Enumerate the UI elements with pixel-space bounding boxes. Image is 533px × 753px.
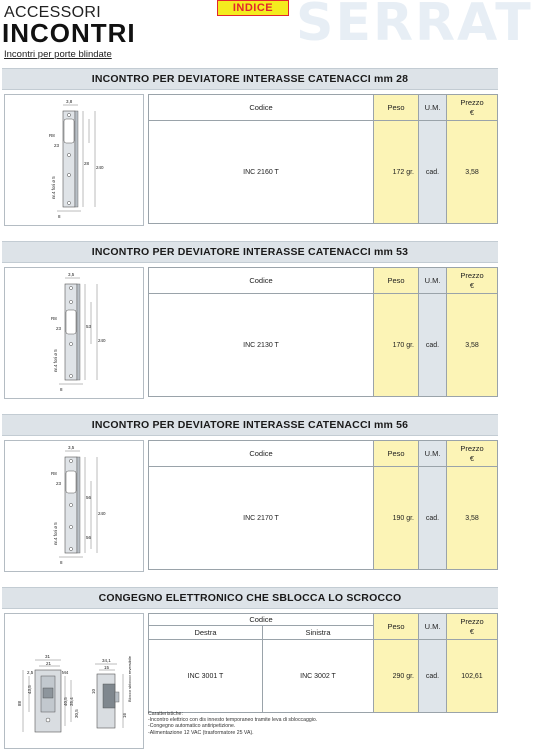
- page-title: INCONTRI: [2, 18, 136, 48]
- dim-label: 240: [96, 165, 104, 170]
- dim-label: 23: [54, 143, 60, 148]
- dim-label: 56: [86, 535, 92, 540]
- dim-label: 240: [98, 511, 106, 516]
- note-line: -Incontro elettrico con dis innesto temporaneo tramite leva di sbloccaggio.: [148, 717, 318, 724]
- dim-label: 28: [84, 161, 90, 166]
- section-title: CONGEGNO ELETTRONICO CHE SBLOCCA LO SCROCCO: [2, 587, 498, 609]
- header-peso: Peso: [373, 441, 418, 467]
- dim-label: 23: [56, 326, 62, 331]
- brand-watermark: SERRAT: [296, 0, 533, 53]
- product-code: INC 2130 T: [243, 341, 279, 349]
- header-peso: Peso: [373, 268, 418, 294]
- technical-drawing: [4, 613, 144, 749]
- dim-label: 53: [86, 324, 92, 329]
- section-title: INCONTRO PER DEVIATORE INTERASSE CATENACCI mm 28: [2, 68, 498, 90]
- category-title: ACCESSORI: [4, 4, 101, 21]
- header-um: U.M.: [418, 441, 446, 467]
- technical-drawing: [4, 267, 144, 399]
- product-price: 3,58: [446, 467, 497, 569]
- euro-label: €: [469, 107, 475, 117]
- header-peso: Peso: [373, 614, 418, 640]
- dim-label: 8: [58, 214, 61, 219]
- header-codice: Codice: [149, 268, 373, 294]
- product-unit: cad.: [418, 121, 446, 223]
- prezzo-label: Prezzo: [460, 97, 484, 107]
- euro-label: €: [469, 453, 475, 463]
- prezzo-label: Prezzo: [460, 270, 484, 280]
- dim-label: 10: [91, 688, 96, 694]
- product-weight: 190 gr.: [373, 467, 418, 569]
- dim-label: 56: [86, 495, 92, 500]
- product-unit: cad.: [418, 467, 446, 569]
- header-codice: Codice: [149, 95, 373, 121]
- dim-label: 30,5: [74, 709, 79, 718]
- product-price: 3,58: [446, 121, 497, 223]
- product-weight: 172 gr.: [373, 121, 418, 223]
- product-section: [2, 68, 498, 228]
- dim-label: 88: [17, 700, 22, 706]
- dim-label: R8: [49, 133, 55, 138]
- euro-label: €: [469, 280, 475, 290]
- dim-label: nr.4 fori ø 5: [53, 349, 58, 372]
- product-code: INC 2160 T: [243, 168, 279, 176]
- section-title: INCONTRO PER DEVIATORE INTERASSE CATENACCI mm 53: [2, 241, 498, 263]
- dim-label: 15: [104, 665, 110, 670]
- dim-label: M4: [62, 670, 69, 675]
- prezzo-label: Prezzo: [460, 443, 484, 453]
- header-prezzo: [446, 268, 497, 294]
- dim-label: 3,8: [66, 99, 73, 104]
- dim-label: 3,5: [68, 272, 75, 277]
- price-table: [148, 440, 498, 570]
- notes-heading: Caratteristiche:: [148, 711, 183, 717]
- product-price: 102,61: [446, 640, 497, 712]
- price-table: [148, 94, 498, 224]
- price-table: [148, 613, 498, 713]
- dim-label: 16: [122, 712, 127, 718]
- prezzo-label: Prezzo: [460, 616, 484, 626]
- note-line: -Congegno automatico antiripetizione.: [148, 723, 236, 730]
- product-section: [2, 414, 498, 574]
- dim-label: Blocco sblocco reversibile: [127, 655, 132, 702]
- dim-label: 35,4: [69, 697, 74, 706]
- price-table: [148, 267, 498, 397]
- dim-label: 8: [60, 387, 63, 392]
- product-weight: 170 gr.: [373, 294, 418, 396]
- section-title: INCONTRO PER DEVIATORE INTERASSE CATENACCI mm 56: [2, 414, 498, 436]
- product-price: 3,58: [446, 294, 497, 396]
- header-codice: Codice: [149, 441, 373, 467]
- product-code-left: INC 3002 T: [262, 640, 373, 712]
- header-prezzo: [446, 614, 497, 640]
- product-unit: cad.: [418, 294, 446, 396]
- header-um: U.M.: [418, 268, 446, 294]
- dim-label: 3,5: [68, 445, 75, 450]
- header-destra: Destra: [149, 626, 262, 640]
- product-code-right: INC 3001 T: [187, 672, 224, 680]
- technical-drawing: [4, 94, 144, 226]
- header-um: U.M.: [418, 95, 446, 121]
- header-codice: Codice: [149, 614, 373, 626]
- header-prezzo: [446, 441, 497, 467]
- product-weight: 290 gr.: [373, 640, 418, 712]
- dim-label: nr.4 fori ø 5: [53, 522, 58, 545]
- subtitle-link[interactable]: Incontri per porte blindate: [4, 49, 112, 60]
- dim-label: 8: [60, 560, 63, 565]
- note-line: -Alimentazione 12 VAC (trasformatore 25 VA).: [148, 729, 254, 736]
- header-peso: Peso: [373, 95, 418, 121]
- dim-label: 31: [45, 654, 51, 659]
- product-section: [2, 241, 498, 401]
- dim-label: 40,5: [63, 697, 68, 706]
- dim-label: 21: [46, 661, 52, 666]
- euro-label: €: [469, 626, 475, 636]
- dim-label: 43,5: [27, 685, 32, 694]
- product-notes: [148, 711, 317, 736]
- dim-label: 23: [56, 481, 62, 486]
- header-sinistra: Sinistra: [262, 626, 373, 640]
- index-button[interactable]: INDICE: [217, 0, 289, 16]
- dim-label: R8: [51, 471, 57, 476]
- dim-label: R8: [51, 316, 57, 321]
- header-prezzo: [446, 95, 497, 121]
- dim-label: 2,5: [27, 670, 34, 675]
- product-unit: cad.: [418, 640, 446, 712]
- header-um: U.M.: [418, 614, 446, 640]
- dim-label: nr.4 fori ø 5: [51, 176, 56, 199]
- dim-label: 34,1: [102, 658, 111, 663]
- technical-drawing: [4, 440, 144, 572]
- product-code: INC 2170 T: [243, 514, 279, 522]
- dim-label: 240: [98, 338, 106, 343]
